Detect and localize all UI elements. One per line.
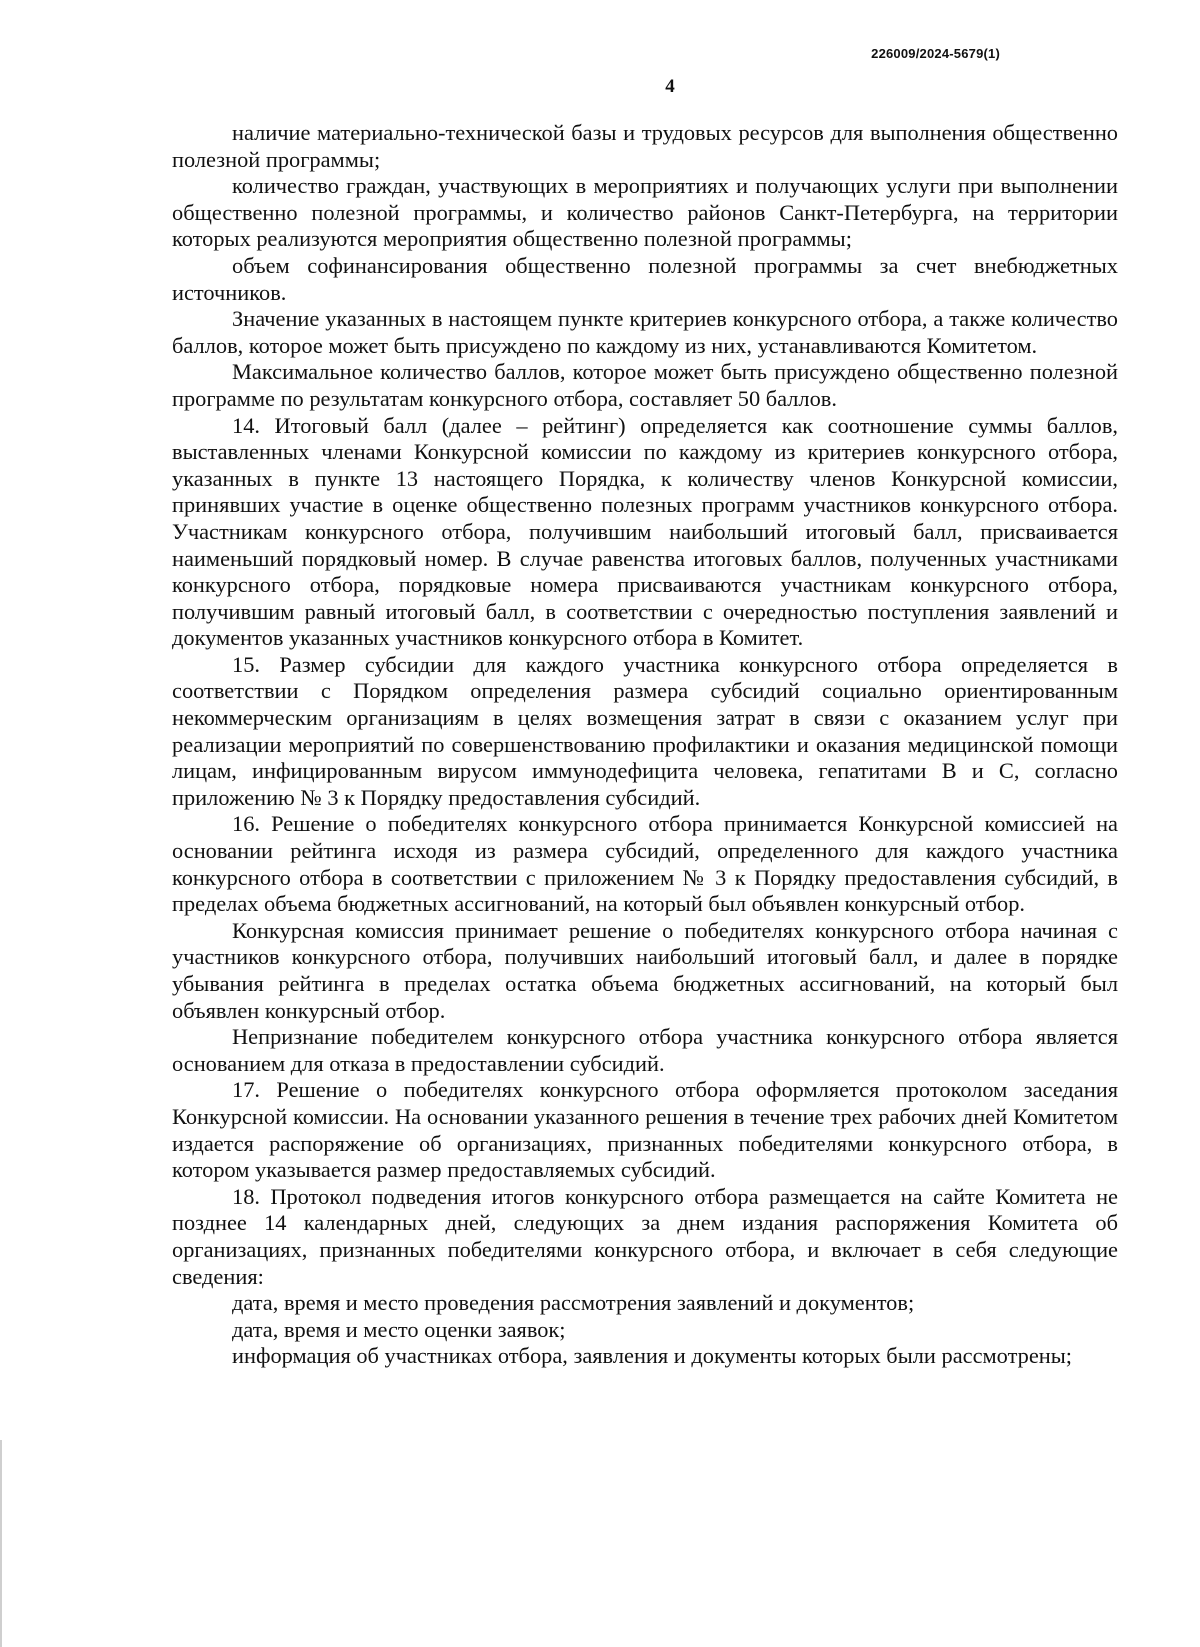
- document-registration-number: 226009/2024-5679(1): [871, 46, 1000, 61]
- paragraph-commission-decision: Конкурсная комиссия принимает решение о победителях конкурсного отбора начиная с участников конкурсного отбора, получивших наибольший итоговый балл, и далее в порядке убывания рейтинга в пределах остатка объема бюджетных ассигнований, на который был объявлен конкурсный отбор.: [172, 917, 1118, 1023]
- page-number: 4: [665, 76, 675, 97]
- list-item-review-date: дата, время и место проведения рассмотрения заявлений и документов;: [232, 1290, 915, 1316]
- paragraph-item-16: 16. Решение о победителях конкурсного отбора принимается Конкурсной комиссией на основании рейтинга исходя из размера субсидий, определенного для каждого участника конкурсного отбора в соответствии с приложением № 3 к Порядку предоставления субсидий, в пределах объема бюджетных ассигнований, на который был объявлен конкурсный отбор.: [172, 811, 1118, 917]
- paragraph-item-14: 14. Итоговый балл (далее – рейтинг) определяется как соотношение суммы баллов, выставленных членами Конкурсной комиссии по каждому из критериев конкурсного отбора, указанных в пункте 13 настоящего Порядка, к количеству членов Конкурсной комиссии, принявших участие в оценке общественно полезных программ участников конкурсного отбора. Участникам конкурсного отбора, получившим наибольший итоговый балл, присваивается наименьший порядковый номер. В случае равенства итоговых баллов, полученных участниками конкурсного отбора, порядковые номера присваиваются участникам конкурсного отбора, получившим равный итоговый балл, в соответствии с очередностью поступления заявлений и документов указанных участников конкурсного отбора в Комитет.: [172, 412, 1118, 651]
- document-body: [172, 120, 1118, 1370]
- paragraph-non-recognition: Непризнание победителем конкурсного отбора участника конкурсного отбора является основанием для отказа в предоставлении субсидий.: [172, 1024, 1118, 1076]
- paragraph-item-18: 18. Протокол подведения итогов конкурсного отбора размещается на сайте Комитета не позднее 14 календарных дней, следующих за днем издания распоряжения Комитета об организациях, признанных победителями конкурсного отбора, и включает в себя следующие сведения:: [172, 1183, 1118, 1289]
- paragraph-material-base: наличие материально-технической базы и трудовых ресурсов для выполнения общественно полезной программы;: [172, 120, 1118, 172]
- list-item-evaluation-date: дата, время и место оценки заявок;: [232, 1316, 566, 1342]
- paragraph-item-15: 15. Размер субсидии для каждого участника конкурсного отбора определяется в соответствии с Порядком определения размера субсидий социально ориентированным некоммерческим организациям в целях возмещения затрат в связи с оказанием услуг при реализации мероприятий по совершенствованию профилактики и оказания медицинской помощи лицам, инфицированным вирусом иммунодефицита человека, гепатитами В и С, согласно приложению № 3 к Порядку предоставления субсидий.: [172, 651, 1118, 810]
- paragraph-cofinancing: объем софинансирования общественно полезной программы за счет внебюджетных источников.: [172, 252, 1118, 305]
- paragraph-citizens-count: количество граждан, участвующих в мероприятиях и получающих услуги при выполнении общественно полезной программы, и количество районов Санкт-Петербурга, на территории которых реализуются мероприятия общественно полезной программы;: [172, 173, 1118, 252]
- list-item-participants-info: информация об участниках отбора, заявления и документы которых были рассмотрены;: [232, 1343, 1073, 1369]
- paragraph-item-17: 17. Решение о победителях конкурсного отбора оформляется протоколом заседания Конкурсной комиссии. На основании указанного решения в течение трех рабочих дней Комитетом издается распоряжение об организациях, признанных победителями конкурсного отбора, в котором указывается размер предоставляемых субсидий.: [172, 1077, 1118, 1183]
- paragraph-criteria-values: Значение указанных в настоящем пункте критериев конкурсного отбора, а также количество баллов, которое может быть присуждено по каждому из них, устанавливаются Комитетом.: [172, 306, 1118, 358]
- scan-edge-line: [0, 1440, 2, 1647]
- paragraph-max-score: Максимальное количество баллов, которое может быть присуждено общественно полезной программе по результатам конкурсного отбора, составляет 50 баллов.: [172, 359, 1118, 411]
